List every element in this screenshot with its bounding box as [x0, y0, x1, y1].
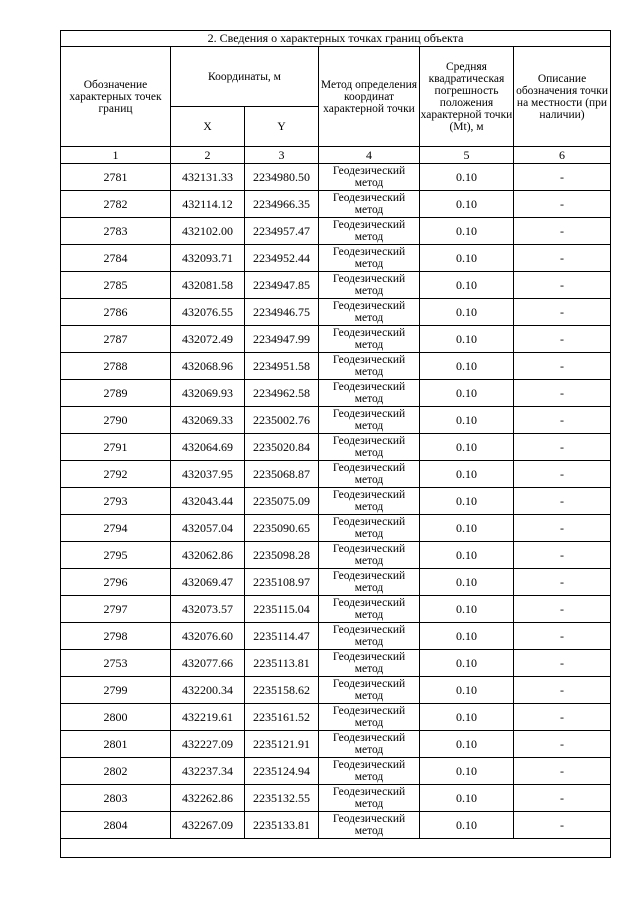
table-row: [61, 191, 611, 218]
table-row: [61, 812, 611, 839]
rmse-cell: 0.10: [420, 218, 514, 245]
rmse-cell: 0.10: [420, 785, 514, 812]
y-coordinate-cell: 2235068.87: [245, 461, 319, 488]
description-cell: -: [514, 812, 611, 839]
x-coordinate-cell: 432069.93: [171, 380, 245, 407]
table-row: [61, 380, 611, 407]
point-id-cell: 2787: [61, 326, 171, 353]
y-coordinate-cell: 2235098.28: [245, 542, 319, 569]
column-number: 6: [514, 147, 611, 164]
description-cell: -: [514, 542, 611, 569]
rmse-cell: 0.10: [420, 515, 514, 542]
table-row: [61, 704, 611, 731]
x-coordinate-cell: 432076.60: [171, 623, 245, 650]
table-row: [61, 326, 611, 353]
point-id-cell: 2796: [61, 569, 171, 596]
empty-row: [61, 839, 611, 858]
table-row: [61, 758, 611, 785]
rmse-cell: 0.10: [420, 326, 514, 353]
point-id-cell: 2790: [61, 407, 171, 434]
method-cell: [319, 326, 420, 353]
method-cell: [319, 488, 420, 515]
y-coordinate-cell: 2235132.55: [245, 785, 319, 812]
rmse-cell: 0.10: [420, 164, 514, 191]
y-coordinate-cell: 2235124.94: [245, 758, 319, 785]
method-cell: [319, 461, 420, 488]
method-text: Геодезический метод: [332, 813, 406, 837]
x-coordinate-cell: 432114.12: [171, 191, 245, 218]
method-text: Геодезический метод: [332, 597, 406, 621]
y-coordinate-cell: 2235114.47: [245, 623, 319, 650]
method-cell: [319, 704, 420, 731]
table-row: [61, 785, 611, 812]
table-row: [61, 569, 611, 596]
description-cell: -: [514, 326, 611, 353]
point-id-cell: 2800: [61, 704, 171, 731]
description-cell: -: [514, 299, 611, 326]
table-row: [61, 650, 611, 677]
x-coordinate-cell: 432043.44: [171, 488, 245, 515]
method-text: Геодезический метод: [332, 678, 406, 702]
header-row: [61, 47, 611, 107]
x-coordinate-cell: 432219.61: [171, 704, 245, 731]
table-row: [61, 272, 611, 299]
table-row: [61, 164, 611, 191]
y-coordinate-cell: 2235161.52: [245, 704, 319, 731]
table-row: [61, 488, 611, 515]
header-x: X: [171, 107, 245, 147]
description-cell: -: [514, 272, 611, 299]
point-id-cell: 2782: [61, 191, 171, 218]
method-cell: [319, 623, 420, 650]
rmse-cell: 0.10: [420, 380, 514, 407]
x-coordinate-cell: 432037.95: [171, 461, 245, 488]
method-cell: [319, 272, 420, 299]
description-cell: -: [514, 677, 611, 704]
point-id-cell: 2786: [61, 299, 171, 326]
method-cell: [319, 218, 420, 245]
y-coordinate-cell: 2234947.85: [245, 272, 319, 299]
x-coordinate-cell: 432073.57: [171, 596, 245, 623]
x-coordinate-cell: 432064.69: [171, 434, 245, 461]
y-coordinate-cell: 2234952.44: [245, 245, 319, 272]
table-row: [61, 623, 611, 650]
method-cell: [319, 542, 420, 569]
rmse-cell: 0.10: [420, 299, 514, 326]
point-id-cell: 2791: [61, 434, 171, 461]
table-row: [61, 353, 611, 380]
point-id-cell: 2795: [61, 542, 171, 569]
y-coordinate-cell: 2235158.62: [245, 677, 319, 704]
header-description: Описание обозначения точки на местности (при наличии): [514, 47, 611, 147]
rmse-cell: 0.10: [420, 812, 514, 839]
method-text: Геодезический метод: [332, 786, 406, 810]
method-text: Геодезический метод: [332, 516, 406, 540]
method-text: Геодезический метод: [332, 624, 406, 648]
point-id-cell: 2785: [61, 272, 171, 299]
method-cell: [319, 407, 420, 434]
rmse-cell: 0.10: [420, 623, 514, 650]
column-number: 1: [61, 147, 171, 164]
x-coordinate-cell: 432069.47: [171, 569, 245, 596]
description-cell: -: [514, 164, 611, 191]
point-id-cell: 2783: [61, 218, 171, 245]
description-cell: -: [514, 623, 611, 650]
method-text: Геодезический метод: [332, 300, 406, 324]
y-coordinate-cell: 2234946.75: [245, 299, 319, 326]
point-id-cell: 2753: [61, 650, 171, 677]
rmse-cell: 0.10: [420, 407, 514, 434]
method-cell: [319, 812, 420, 839]
y-coordinate-cell: 2234947.99: [245, 326, 319, 353]
method-text: Геодезический метод: [332, 651, 406, 675]
x-coordinate-cell: 432069.33: [171, 407, 245, 434]
method-text: Геодезический метод: [332, 246, 406, 270]
rmse-cell: 0.10: [420, 191, 514, 218]
method-cell: [319, 758, 420, 785]
description-cell: -: [514, 569, 611, 596]
point-id-cell: 2803: [61, 785, 171, 812]
point-id-cell: 2797: [61, 596, 171, 623]
point-id-cell: 2788: [61, 353, 171, 380]
method-text: Геодезический метод: [332, 192, 406, 216]
method-text: Геодезический метод: [332, 219, 406, 243]
rmse-cell: 0.10: [420, 731, 514, 758]
rmse-cell: 0.10: [420, 353, 514, 380]
column-number: 5: [420, 147, 514, 164]
section-title: 2. Сведения о характерных точках границ объекта: [61, 31, 611, 47]
description-cell: -: [514, 434, 611, 461]
rmse-cell: 0.10: [420, 461, 514, 488]
method-cell: [319, 245, 420, 272]
x-coordinate-cell: 432077.66: [171, 650, 245, 677]
description-cell: -: [514, 218, 611, 245]
y-coordinate-cell: 2234966.35: [245, 191, 319, 218]
y-coordinate-cell: 2234951.58: [245, 353, 319, 380]
method-cell: [319, 569, 420, 596]
x-coordinate-cell: 432076.55: [171, 299, 245, 326]
header-rmse: Средняя квадратическая погрешность положения характерной точки (Mt), м: [420, 47, 514, 147]
description-cell: -: [514, 191, 611, 218]
point-id-cell: 2801: [61, 731, 171, 758]
point-id-cell: 2802: [61, 758, 171, 785]
rmse-cell: 0.10: [420, 569, 514, 596]
table-row: [61, 434, 611, 461]
method-cell: [319, 434, 420, 461]
rmse-cell: 0.10: [420, 272, 514, 299]
description-cell: -: [514, 515, 611, 542]
description-cell: -: [514, 407, 611, 434]
rmse-cell: 0.10: [420, 650, 514, 677]
description-cell: -: [514, 380, 611, 407]
table-row: [61, 245, 611, 272]
section-title-row: [61, 31, 611, 47]
point-id-cell: 2794: [61, 515, 171, 542]
table-row: [61, 218, 611, 245]
description-cell: -: [514, 245, 611, 272]
table-row: [61, 677, 611, 704]
point-id-cell: 2789: [61, 380, 171, 407]
y-coordinate-cell: 2234980.50: [245, 164, 319, 191]
table-row: [61, 515, 611, 542]
method-text: Геодезический метод: [332, 381, 406, 405]
x-coordinate-cell: 432237.34: [171, 758, 245, 785]
method-text: Геодезический метод: [332, 165, 406, 189]
table-row: [61, 596, 611, 623]
y-coordinate-cell: 2235020.84: [245, 434, 319, 461]
point-id-cell: 2798: [61, 623, 171, 650]
point-id-cell: 2793: [61, 488, 171, 515]
description-cell: -: [514, 731, 611, 758]
table-row: [61, 461, 611, 488]
x-coordinate-cell: 432072.49: [171, 326, 245, 353]
column-number: 4: [319, 147, 420, 164]
method-cell: [319, 785, 420, 812]
rmse-cell: 0.10: [420, 488, 514, 515]
table-row: [61, 407, 611, 434]
x-coordinate-cell: 432102.00: [171, 218, 245, 245]
rmse-cell: 0.10: [420, 434, 514, 461]
header-method: Метод определения координат характерной точки: [319, 47, 420, 147]
y-coordinate-cell: 2235002.76: [245, 407, 319, 434]
method-cell: [319, 191, 420, 218]
method-text: Геодезический метод: [332, 705, 406, 729]
method-text: Геодезический метод: [332, 570, 406, 594]
method-cell: [319, 299, 420, 326]
x-coordinate-cell: 432093.71: [171, 245, 245, 272]
method-text: Геодезический метод: [332, 462, 406, 486]
x-coordinate-cell: 432200.34: [171, 677, 245, 704]
x-coordinate-cell: 432262.86: [171, 785, 245, 812]
table-row: [61, 542, 611, 569]
column-number: 2: [171, 147, 245, 164]
description-cell: -: [514, 704, 611, 731]
description-cell: -: [514, 758, 611, 785]
y-coordinate-cell: 2235121.91: [245, 731, 319, 758]
method-cell: [319, 650, 420, 677]
method-text: Геодезический метод: [332, 408, 406, 432]
rmse-cell: 0.10: [420, 758, 514, 785]
method-text: Геодезический метод: [332, 543, 406, 567]
method-text: Геодезический метод: [332, 759, 406, 783]
rmse-cell: 0.10: [420, 704, 514, 731]
x-coordinate-cell: 432267.09: [171, 812, 245, 839]
rmse-cell: 0.10: [420, 245, 514, 272]
empty-cell: [61, 839, 611, 858]
method-cell: [319, 677, 420, 704]
y-coordinate-cell: 2235113.81: [245, 650, 319, 677]
x-coordinate-cell: 432068.96: [171, 353, 245, 380]
method-text: Геодезический метод: [332, 327, 406, 351]
x-coordinate-cell: 432131.33: [171, 164, 245, 191]
method-text: Геодезический метод: [332, 489, 406, 513]
method-text: Геодезический метод: [332, 273, 406, 297]
method-cell: [319, 731, 420, 758]
y-coordinate-cell: 2235090.65: [245, 515, 319, 542]
method-cell: [319, 164, 420, 191]
rmse-cell: 0.10: [420, 677, 514, 704]
description-cell: -: [514, 785, 611, 812]
description-cell: -: [514, 650, 611, 677]
method-text: Геодезический метод: [332, 435, 406, 459]
rmse-cell: 0.10: [420, 596, 514, 623]
header-designation: Обозначение характерных точек границ: [61, 47, 171, 147]
column-number: 3: [245, 147, 319, 164]
point-id-cell: 2781: [61, 164, 171, 191]
method-cell: [319, 353, 420, 380]
method-cell: [319, 596, 420, 623]
y-coordinate-cell: 2234962.58: [245, 380, 319, 407]
column-number-row: [61, 147, 611, 164]
point-id-cell: 2799: [61, 677, 171, 704]
rmse-cell: 0.10: [420, 542, 514, 569]
y-coordinate-cell: 2235075.09: [245, 488, 319, 515]
method-text: Геодезический метод: [332, 732, 406, 756]
method-cell: [319, 515, 420, 542]
y-coordinate-cell: 2235108.97: [245, 569, 319, 596]
header-coordinates: Координаты, м: [171, 47, 319, 107]
y-coordinate-cell: 2235133.81: [245, 812, 319, 839]
x-coordinate-cell: 432227.09: [171, 731, 245, 758]
point-id-cell: 2792: [61, 461, 171, 488]
header-y: Y: [245, 107, 319, 147]
y-coordinate-cell: 2235115.04: [245, 596, 319, 623]
point-id-cell: 2784: [61, 245, 171, 272]
description-cell: -: [514, 461, 611, 488]
method-text: Геодезический метод: [332, 354, 406, 378]
y-coordinate-cell: 2234957.47: [245, 218, 319, 245]
table-row: [61, 299, 611, 326]
table-row: [61, 731, 611, 758]
x-coordinate-cell: 432057.04: [171, 515, 245, 542]
method-cell: [319, 380, 420, 407]
description-cell: -: [514, 353, 611, 380]
boundary-points-table: [60, 30, 611, 858]
description-cell: -: [514, 488, 611, 515]
x-coordinate-cell: 432081.58: [171, 272, 245, 299]
description-cell: -: [514, 596, 611, 623]
x-coordinate-cell: 432062.86: [171, 542, 245, 569]
point-id-cell: 2804: [61, 812, 171, 839]
